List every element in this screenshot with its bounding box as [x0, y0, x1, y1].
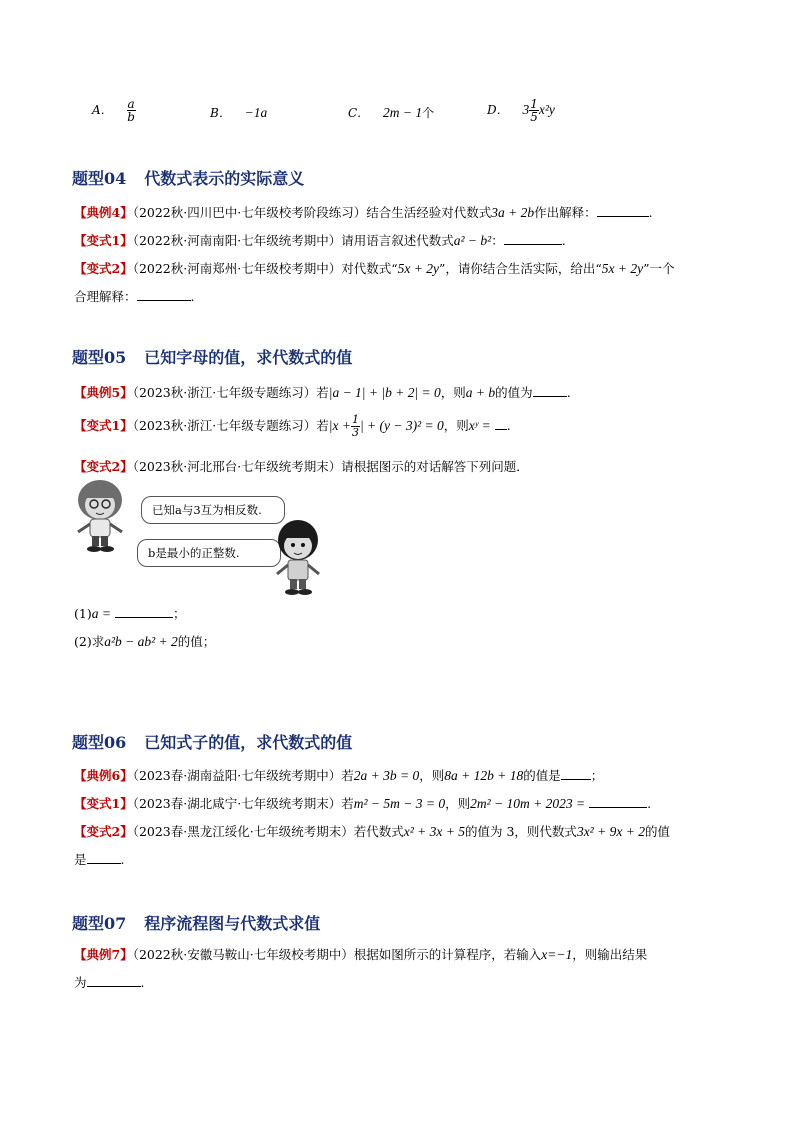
girl-cartoon-icon	[70, 478, 132, 554]
q06-variant-2-cont: 是 .	[74, 852, 125, 867]
option-a-fraction: $\frac{a}{b}$	[127, 97, 135, 124]
option-c	[348, 104, 434, 121]
q04-variant-1: 【变式1】（2022秋·河南南阳·七年级统考期中）请用语言叙述代数式a² − b²： .	[74, 233, 566, 248]
q05-part-2: (2)求a²b − ab² + 2的值；	[74, 634, 216, 649]
option-d-label: D．	[487, 103, 509, 117]
q07-example: 【典例7】（2022秋·安徽马鞍山·七年级校考期中）根据如图所示的计算程序，若输入x=−1，则输出结果	[74, 947, 648, 962]
option-d-fraction: $\frac{1}{5}$	[530, 97, 538, 124]
q05-variant-1: 【变式1】（2023秋·浙江·七年级专题练习）若|x + $\frac{1}{3}$ | + (y − 3)² = 0，则xʸ = .	[74, 413, 511, 439]
option-a-label: A．	[92, 103, 113, 117]
option-b	[210, 104, 267, 121]
option-c-label: C．	[348, 106, 370, 120]
q04-variant-2: 【变式2】（2022秋·河南郑州·七年级校考期中）对代数式“5x + 2y”，请你结合生活实际，给出“5x + 2y”一个	[74, 261, 675, 276]
q06-variant-1: 【变式1】（2023春·湖北咸宁·七年级统考期末）若m² − 5m − 3 = 0，则2m² − 10m + 2023 = .	[74, 796, 652, 811]
q04-variant-2-cont: 合理解释： .	[74, 289, 195, 304]
speech-bubble-2: b是最小的正整数.	[137, 539, 281, 567]
speech-bubble-1: 已知a与3互为相反数.	[141, 496, 285, 524]
q06-example: 【典例6】（2023春·湖南益阳·七年级统考期中）若2a + 3b = 0，则8a + 12b + 18的值是 ；	[74, 768, 604, 783]
q07-example-cont: 为 .	[74, 975, 145, 990]
option-c-expr: 2m − 1	[383, 105, 423, 120]
option-c-unit: 个	[422, 106, 435, 120]
section-heading-04: 题型04 代数式表示的实际意义	[72, 169, 305, 188]
q05-example: 【典例5】（2023秋·浙江·七年级专题练习）若|a − 1| + |b + 2| = 0，则a + b的值为 .	[74, 385, 571, 400]
section-heading-06: 题型06 已知式子的值，求代数式的值	[72, 733, 353, 752]
section-heading-05: 题型05 已知字母的值，求代数式的值	[72, 348, 353, 367]
option-d-tail: x²y	[538, 102, 555, 117]
option-a	[92, 98, 136, 123]
section-heading-07: 题型07 程序流程图与代数式求值	[72, 914, 321, 933]
q05-part-1: (1)a = ；	[74, 606, 186, 621]
q06-variant-2: 【变式2】（2023春·黑龙江绥化·七年级统考期末）若代数式x² + 3x + 5的值为 3，则代数式3x² + 9x + 2的值	[74, 824, 670, 839]
q05-variant-2: 【变式2】（2023秋·河北邢台·七年级统考期末）请根据图示的对话解答下列问题．	[74, 459, 529, 474]
option-d-whole: 3	[522, 102, 530, 117]
boy-cartoon-icon	[270, 518, 328, 596]
option-b-expr: −1a	[244, 105, 268, 120]
q04-example: 【典例4】（2022秋·四川巴中·七年级校考阶段练习）结合生活经验对代数式3a + 2b作出解释： .	[74, 205, 653, 220]
option-b-label: B．	[210, 106, 231, 120]
option-d	[487, 98, 555, 123]
